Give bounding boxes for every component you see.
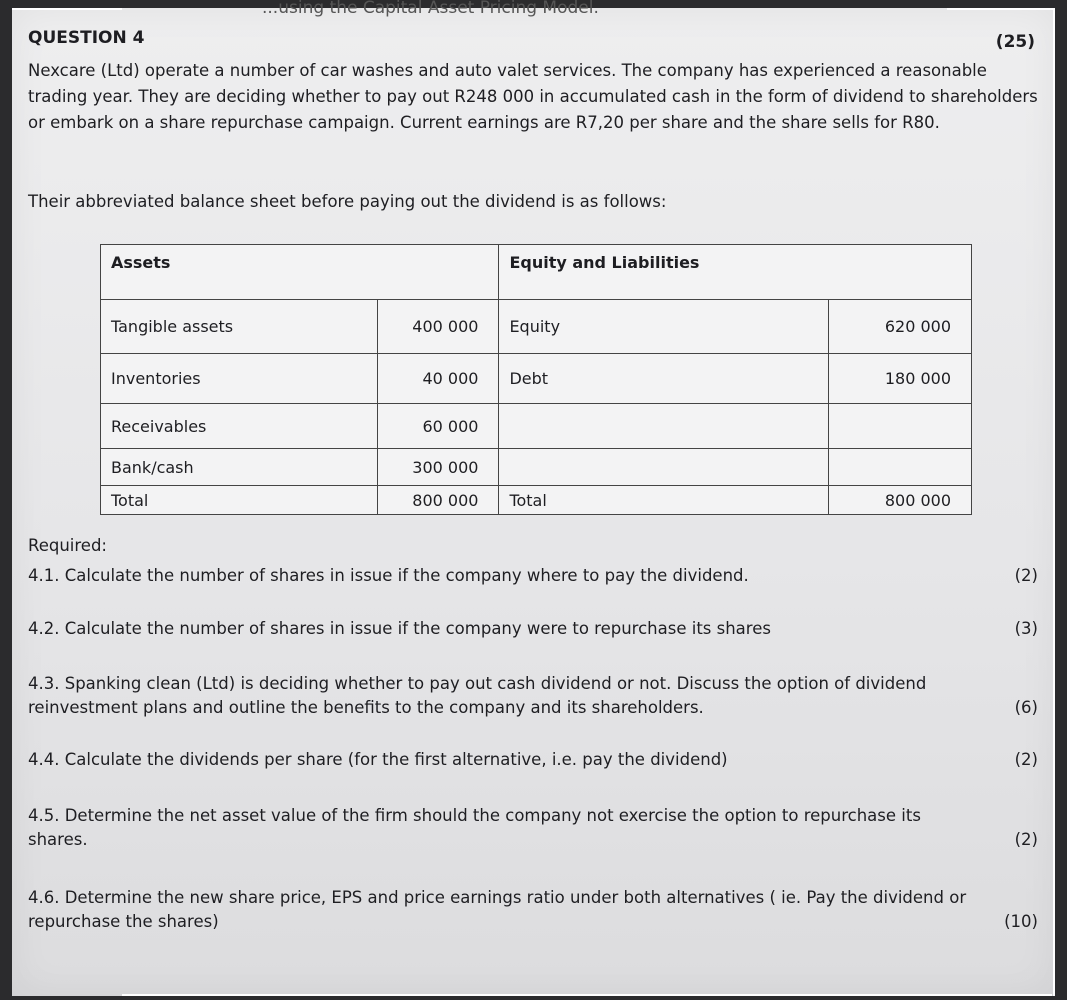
liability-value: 620 000 <box>829 300 972 354</box>
required-item-marks: (3) <box>1014 619 1038 638</box>
table-row <box>101 404 972 449</box>
required-item <box>28 804 1038 852</box>
required-item <box>28 886 1038 934</box>
required-item-text: 4.4. Calculate the dividends per share (for the first alternative, i.e. pay the dividend) <box>28 750 728 769</box>
question-intro <box>28 58 1038 136</box>
liability-label: Equity <box>499 300 829 354</box>
required-item-marks: (6) <box>1014 698 1038 717</box>
liabilities-header: Equity and Liabilities <box>499 245 972 300</box>
table-row <box>101 449 972 486</box>
required-item <box>28 748 1038 772</box>
required-item-marks: (2) <box>1014 750 1038 769</box>
required-item-text: 4.2. Calculate the number of shares in issue if the company were to repurchase its shares <box>28 619 771 638</box>
asset-value: 800 000 <box>378 486 499 515</box>
asset-value: 60 000 <box>378 404 499 449</box>
required-title: Required: <box>28 536 107 555</box>
table-total-row <box>101 486 972 515</box>
required-item-text: 4.3. Spanking clean (Ltd) is deciding whether to pay out cash dividend or not. Discuss the option of dividend reinvestment plans and outline the benefits to the company and its shareholders. <box>28 674 927 717</box>
asset-label: Inventories <box>101 354 378 404</box>
required-item-text: 4.1. Calculate the number of shares in issue if the company where to pay the dividend. <box>28 566 749 585</box>
liability-label: Debt <box>499 354 829 404</box>
frame-edge-top-left <box>12 8 122 10</box>
question-marks: (25) <box>995 32 1035 52</box>
liability-value: 180 000 <box>829 354 972 404</box>
liability-label <box>499 449 829 486</box>
liability-label: Total <box>499 486 829 515</box>
required-item <box>28 564 1038 588</box>
asset-label: Bank/cash <box>101 449 378 486</box>
liability-label <box>499 404 829 449</box>
exam-page <box>12 0 1055 996</box>
asset-value: 400 000 <box>378 300 499 354</box>
asset-value: 40 000 <box>378 354 499 404</box>
intro-paragraph: Nexcare (Ltd) operate a number of car washes and auto valet services. The company has experienced a reasonable trading year. They are deciding whether to pay out R248 000 in accumulated cash in the form of dividend to shareholders or embark on a share repurchase campaign. Current earnings are R7,20 per share and the share sells for R80. <box>28 61 1038 132</box>
required-item-text: 4.6. Determine the new share price, EPS and price earnings ratio under both alternatives ( ie. Pay the dividend or repurchase the shares) <box>28 888 967 931</box>
balance-sheet-caption: Their abbreviated balance sheet before paying out the dividend is as follows: <box>28 192 667 211</box>
required-item-marks: (10) <box>1004 912 1038 931</box>
table-header-row <box>101 245 972 300</box>
required-item <box>28 617 1038 641</box>
asset-value: 300 000 <box>378 449 499 486</box>
assets-header: Assets <box>101 245 499 300</box>
asset-label: Tangible assets <box>101 300 378 354</box>
frame-edge-top-right <box>947 8 1055 10</box>
question-title: QUESTION 4 <box>28 28 145 48</box>
header-cutoff-text: ...using the Capital Asset Pricing Model. <box>262 0 599 18</box>
required-item-marks: (2) <box>1014 566 1038 585</box>
table-row <box>101 300 972 354</box>
required-item <box>28 672 1038 720</box>
required-item-text: 4.5. Determine the net asset value of the firm should the company not exercise the option to repurchase its shares. <box>28 806 921 849</box>
asset-label: Receivables <box>101 404 378 449</box>
asset-label: Total <box>101 486 378 515</box>
liability-value <box>829 404 972 449</box>
table-row <box>101 354 972 404</box>
required-item-marks: (2) <box>1014 830 1038 849</box>
frame-edge-right <box>1053 8 1055 996</box>
liability-value <box>829 449 972 486</box>
liability-value: 800 000 <box>829 486 972 515</box>
frame-edge-bottom <box>122 994 1052 996</box>
balance-sheet-table <box>100 244 972 515</box>
